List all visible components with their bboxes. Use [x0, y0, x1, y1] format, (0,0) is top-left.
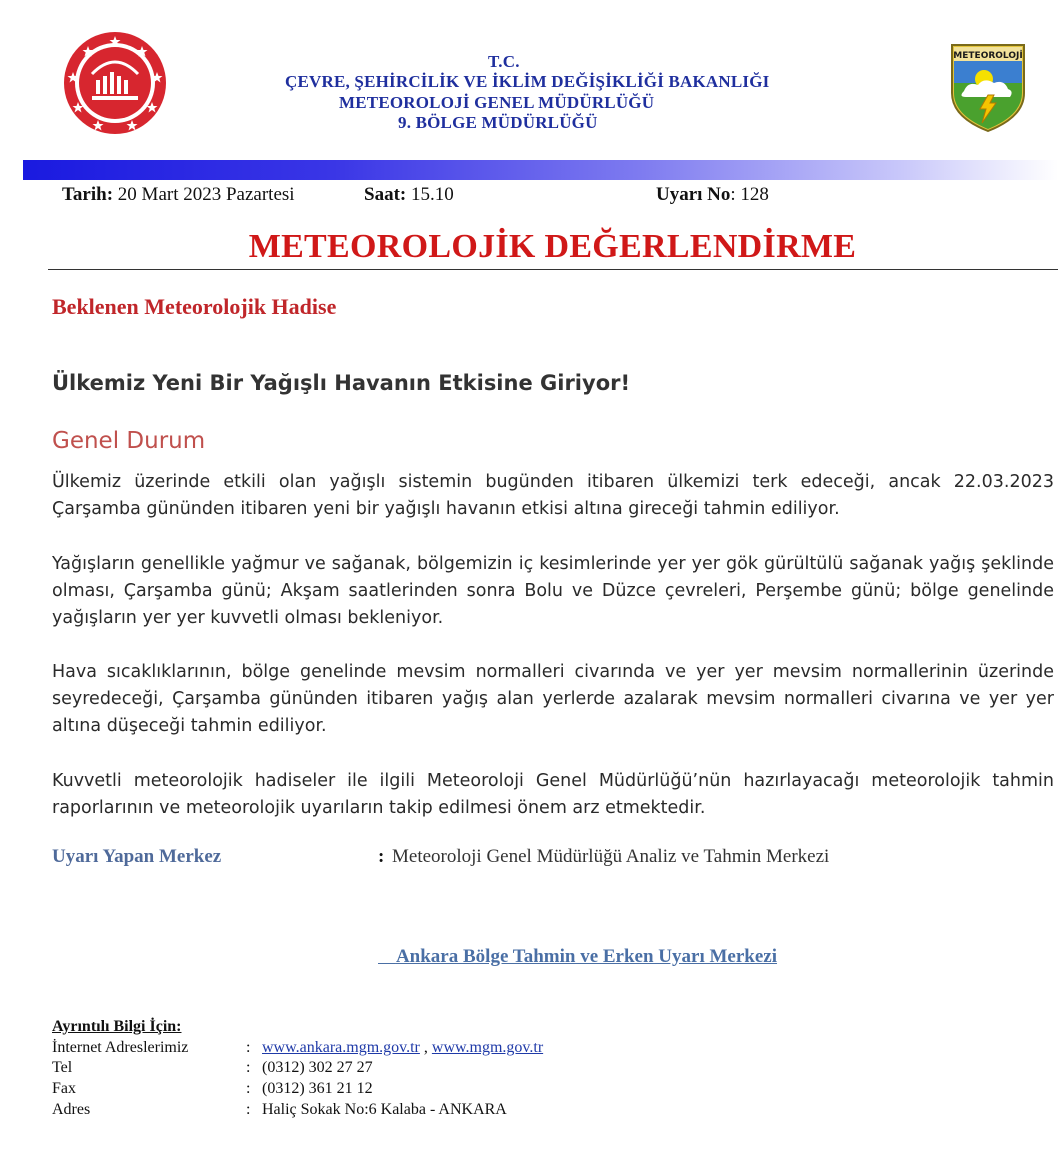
warning-label: Uyarı No: [656, 184, 731, 205]
time-label: Saat:: [364, 184, 407, 205]
expected-event-heading: Beklenen Meteorolojik Hadise: [52, 294, 337, 319]
date-label: Tarih:: [62, 184, 114, 205]
address-value: Haliç Sokak No:6 Kalaba - ANKARA: [262, 1101, 507, 1118]
header-gradient-bar: [23, 160, 1058, 180]
date-value: 20 Mart 2023 Pazartesi: [117, 184, 295, 205]
address-label: Adres: [52, 1101, 91, 1118]
warning-value: : 128: [730, 184, 769, 205]
ankara-site-link[interactable]: www.ankara.mgm.gov.tr: [262, 1039, 420, 1056]
header-tc: T.C.: [488, 52, 520, 71]
paragraph-2: Yağışların genellikle yağmur ve sağanak, bölgemizin iç kesimlerinde yer yer gök gürültülü sağanak yağış şeklinde olması, Çarşamba günü; Akşam saatlerinden sonra Bolu ve Düzce çevreleri, Perşembe günü; bölge genelinde yağışların yer yer kuvvetli olması bekleniyor.: [52, 554, 1054, 628]
ankara-center-text: Ankara Bölge Tahmin ve Erken Uyarı Merkezi: [395, 946, 778, 967]
paragraph-4: Kuvvetli meteorolojik hadiseler ile ilgili Meteoroloji Genel Müdürlüğü’nün hazırlayacağı meteorolojik tahmin raporlarının ve meteorolojik uyarıların takip edilmesi önem arz etmektedir.: [52, 771, 1054, 818]
internet-value: [262, 1039, 543, 1057]
mgm-site-link[interactable]: www.mgm.gov.tr: [431, 1039, 544, 1056]
internet-colon: :: [246, 1039, 251, 1056]
fax-value: (0312) 361 21 12: [262, 1080, 373, 1097]
paragraph-3: Hava sıcaklıklarının, bölge genelinde mevsim normalleri civarında ve yer yer mevsim normallerinin üzerinde seyredeceği, Çarşamba gününden itibaren yağış alan yerlerde azalarak mevsim normalleri civarına ve yer yer altına düşeceği tahmin ediliyor.: [52, 662, 1054, 736]
shield-label: METEOROLOJİ: [953, 51, 1023, 61]
section-heading: Genel Durum: [52, 428, 206, 454]
meteoroloji-shield-icon: [950, 43, 1026, 133]
ankara-center-link[interactable]: [378, 946, 777, 968]
fax-colon: :: [246, 1080, 251, 1097]
title-divider: [48, 269, 1058, 270]
time-field: [364, 184, 454, 206]
tel-colon: :: [246, 1059, 251, 1076]
time-value: 15.10: [410, 184, 454, 205]
warning-number-field: [656, 184, 769, 206]
issuing-center-label: Uyarı Yapan Merkez: [52, 846, 222, 867]
date-field: [62, 184, 295, 206]
tel-value: (0312) 302 27 27: [262, 1059, 373, 1076]
internet-label: İnternet Adreslerimiz: [52, 1039, 189, 1056]
paragraph-1: Ülkemiz üzerinde etkili olan yağışlı sistemin bugünden itibaren ülkemizi terk edeceği, ancak 22.03.2023 Çarşamba gününden itibaren yeni bir yağışlı havanın etkisi altına gireceği tahmin ediliyor.: [52, 472, 1054, 519]
header-ministry: ÇEVRE, ŞEHİRCİLİK VE İKLİM DEĞİŞİKLİĞİ BAKANLIĞI: [285, 72, 770, 91]
document-title: METEOROLOJİK DEĞERLENDİRME: [248, 228, 857, 265]
link-separator: ,: [423, 1039, 428, 1056]
contact-heading: Ayrıntılı Bilgi İçin:: [52, 1018, 182, 1035]
ministry-emblem-icon: [62, 30, 168, 136]
header-directorate: METEOROLOJİ GENEL MÜDÜRLÜĞÜ: [339, 93, 655, 112]
fax-label: Fax: [52, 1080, 76, 1097]
header-region: 9. BÖLGE MÜDÜRLÜĞÜ: [398, 113, 598, 132]
address-colon: :: [246, 1101, 251, 1118]
issuing-center-colon: :: [378, 846, 385, 867]
issuing-center-value: Meteoroloji Genel Müdürlüğü Analiz ve Tahmin Merkezi: [392, 846, 830, 867]
tel-label: Tel: [52, 1059, 73, 1076]
headline: Ülkemiz Yeni Bir Yağışlı Havanın Etkisine Giriyor!: [52, 371, 631, 395]
